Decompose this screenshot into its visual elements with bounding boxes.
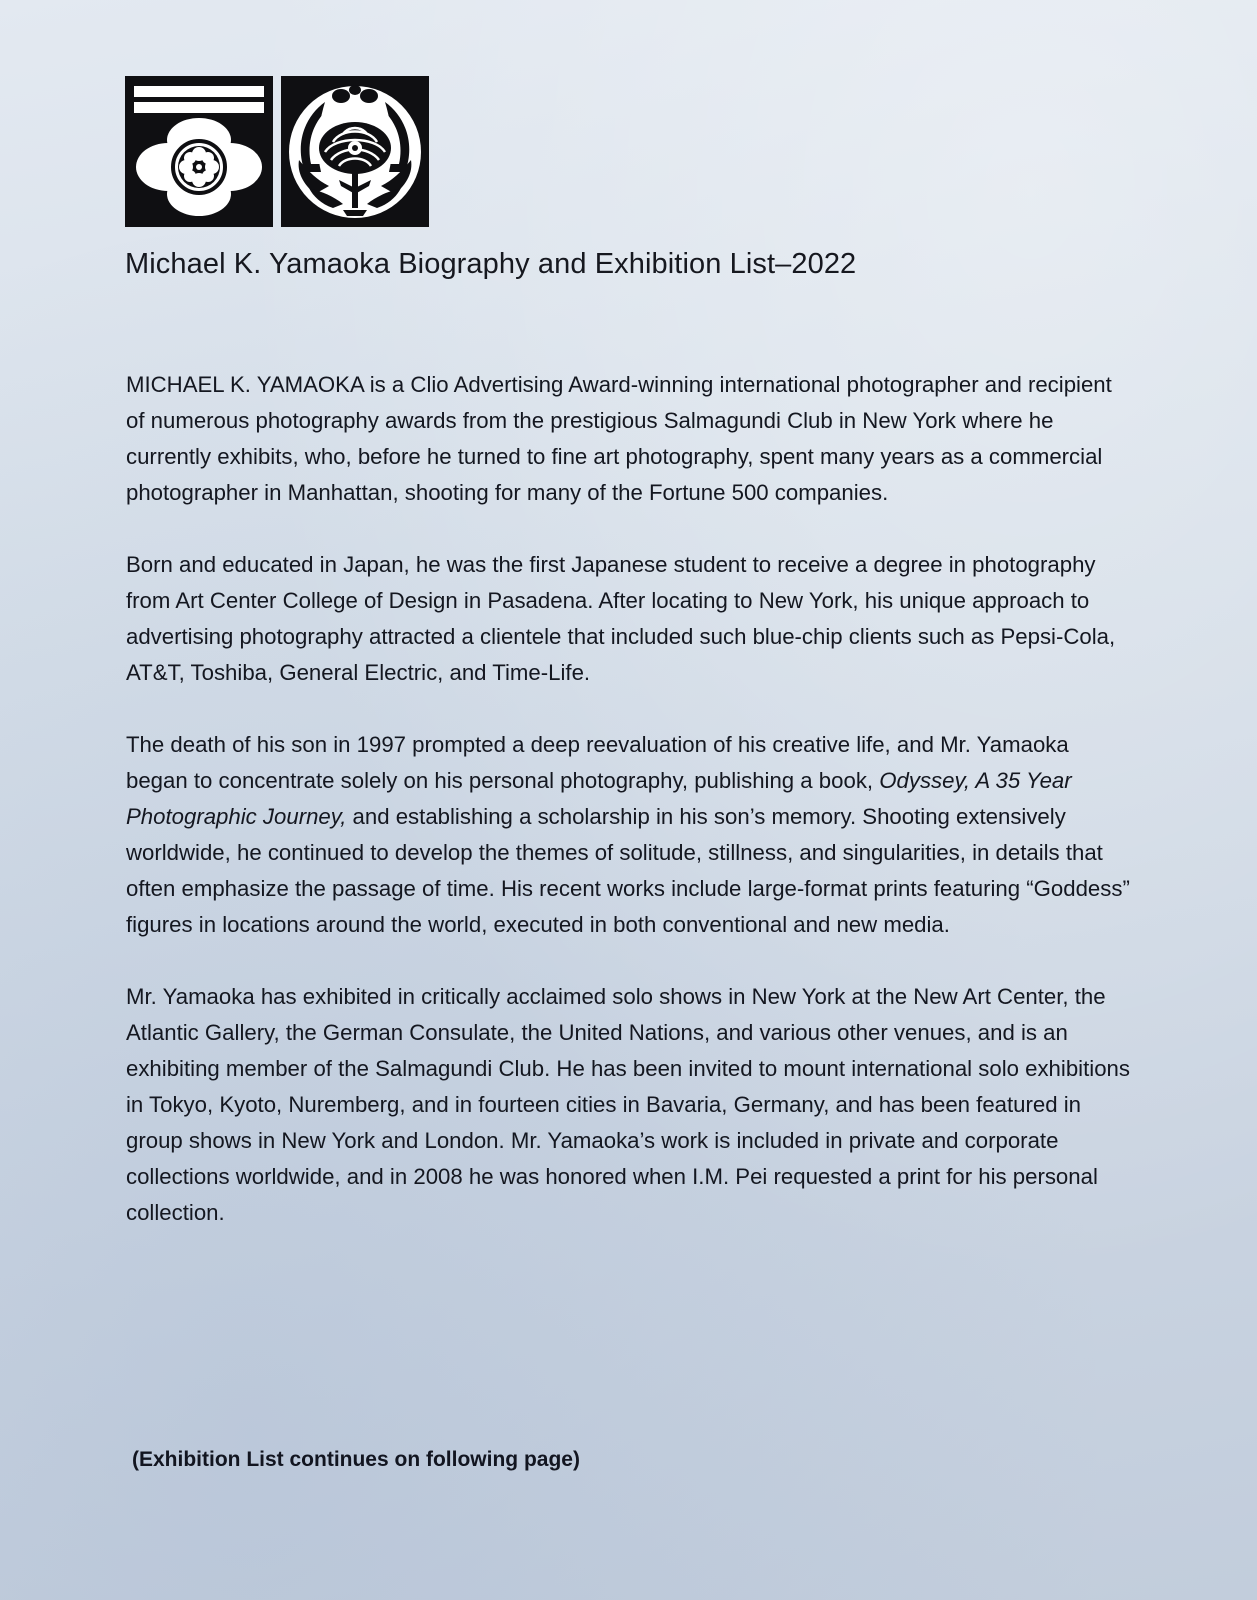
paragraph-education: Born and educated in Japan, he was the first Japanese student to receive a degree in photography from Art Center College of Design in Pasadena. After locating to New York, his unique approach to advertising photography attracted a clientele that included such blue-chip clients such as Pepsi-Cola, AT&T, Toshiba, General Electric, and Time-Life. [126, 552, 1116, 685]
crest-logos [125, 76, 429, 227]
peony-crest-icon [281, 76, 429, 227]
book-title: Odyssey, A 35 Year Photographic Journey, [126, 768, 1072, 829]
paragraph-personal-work-start: The death of his son in 1997 prompted a deep reevaluation of his creative life, and Mr. Yamaoka began to concentrate solely on his personal photography, publishing a book, [126, 732, 1069, 793]
paragraph-personal-work-end: and establishing a scholarship in his son’s memory. Shooting extensively worldwide, he continued to develop the themes of solitude, stillness, and singularities, in details that often emphasize the passage of time. His recent works include large-format prints featuring “Goddess” figures in locations around the world, executed in both conventional and new media. [126, 804, 1130, 937]
continuation-note: (Exhibition List continues on following page) [132, 1448, 580, 1471]
family-crest-icon [125, 76, 273, 227]
paragraph-personal-work [126, 727, 1136, 943]
biography-body [126, 367, 1136, 1267]
paragraph-exhibitions: Mr. Yamaoka has exhibited in critically acclaimed solo shows in New York at the New Art Center, the Atlantic Gallery, the German Consulate, the United Nations, and various other venues, and is an exhibiting member of the Salmagundi Club. He has been invited to mount international solo exhibitions in Tokyo, Kyoto, Nuremberg, and in fourteen cities in Bavaria, Germany, and has been featured in group shows in New York and London. Mr. Yamaoka’s work is included in private and corporate collections worldwide, and in 2008 he was honored when I.M. Pei requested a print for his personal collection. [126, 984, 1130, 1225]
paragraph-intro: MICHAEL K. YAMAOKA is a Clio Advertising Award-winning international photographer and recipient of numerous photography awards from the prestigious Salmagundi Club in New York where he currently exhibits, who, before he turned to fine art photography, spent many years as a commercial photographer in Manhattan, shooting for many of the Fortune 500 companies. [126, 372, 1112, 505]
page-title: Michael K. Yamaoka Biography and Exhibition List–2022 [125, 248, 857, 280]
